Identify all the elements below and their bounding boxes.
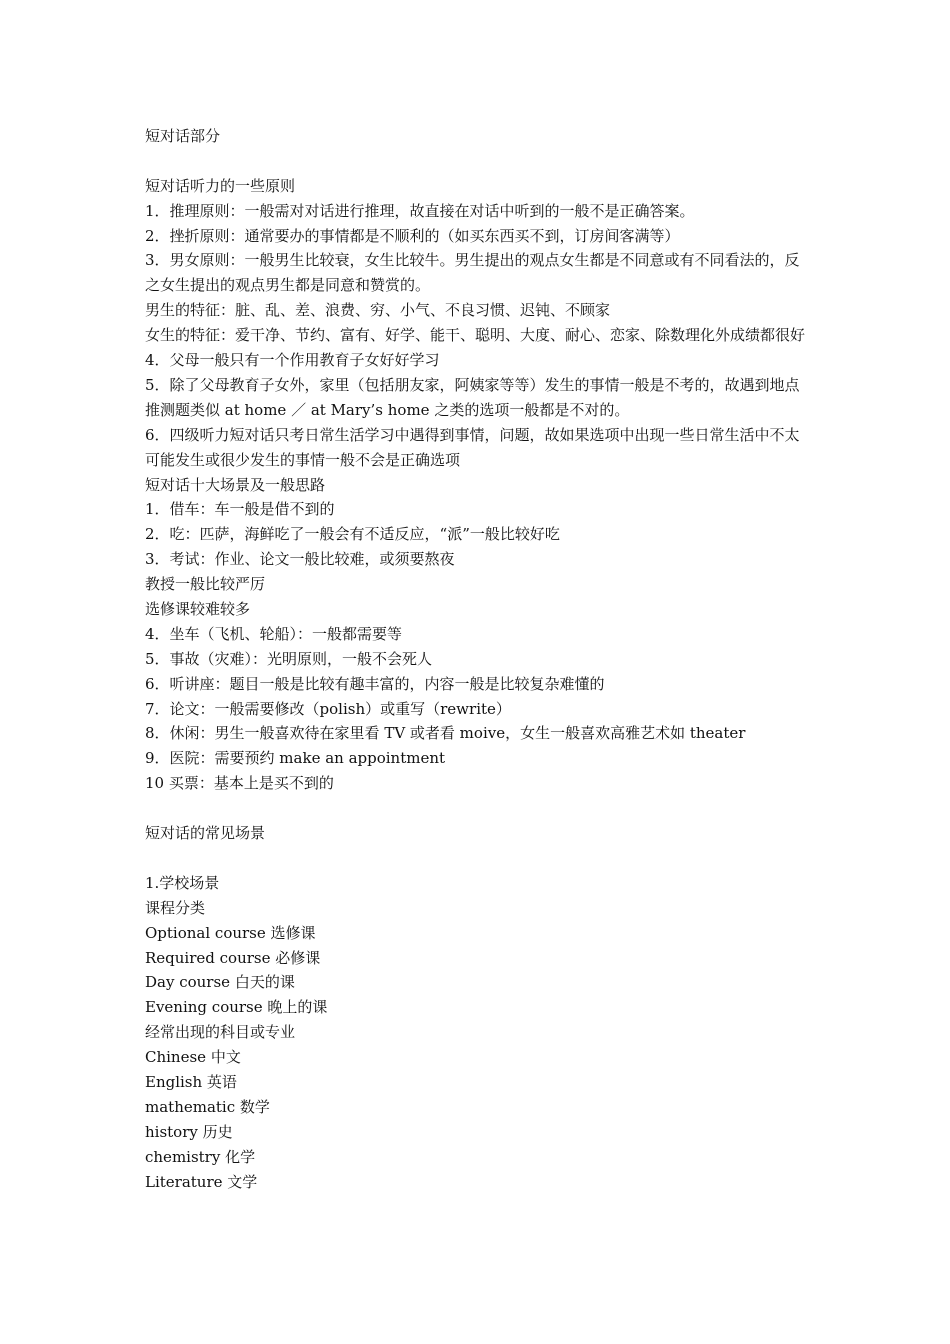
principle-item: 2．挫折原则：通常要办的事情都是不顺利的（如买东西买不到，订房间客满等） (145, 226, 680, 245)
course-item: Required course 必修课 (145, 948, 321, 967)
principle-item: 女生的特征：爱干净、节约、富有、好学、能干、聪明、大度、耐心、恋家、除数理化外成绩都很好 (145, 326, 806, 345)
scene-item: 教授一般比较严厉 (145, 575, 266, 594)
subject-item: mathematic 数学 (145, 1097, 270, 1116)
principle-item: 3．男女原则：一般男生比较衰，女生比较牛。男生提出的观点女生都是不同意或有不同看法的，反之女生提出的观点男生都是同意和赞赏的。 (145, 251, 800, 295)
subject-item: Literature 文学 (145, 1172, 258, 1191)
scene-item: 7．论文：一般需要修改（polish）或重写（rewrite） (145, 699, 511, 718)
scene-item: 10 买票：基本上是买不到的 (145, 774, 334, 793)
subject-item: chemistry 化学 (145, 1147, 256, 1166)
blank-line (145, 846, 810, 871)
scene-item: 4．坐车（飞机、轮船）：一般都需要等 (145, 624, 403, 643)
scene-item: 2．吃：匹萨，海鲜吃了一般会有不适反应，“派”一般比较好吃 (145, 525, 560, 544)
scene-item: 9．医院：需要预约 make an appointment (145, 749, 446, 768)
scene-item: 选修课较难较多 (145, 600, 251, 619)
scene-item: 6．听讲座：题目一般是比较有趣丰富的，内容一般是比较复杂难懂的 (145, 674, 605, 693)
course-category-heading: 课程分类 (145, 898, 206, 917)
scene-item: 8．休闲：男生一般喜欢待在家里看 TV 或者看 moive，女生一般喜欢高雅艺术如 theater (145, 724, 746, 743)
principles-heading: 短对话听力的一些原则 (145, 176, 296, 195)
blank-line (145, 149, 810, 174)
scene-item: 1．借车：车一般是借不到的 (145, 500, 335, 519)
document-title: 短对话部分 (145, 127, 221, 145)
school-scene-heading: 1.学校场景 (145, 873, 220, 892)
principle-item: 6．四级听力短对话只考日常生活学习中遇得到事情，问题，故如果选项中出现一些日常生活中不太可能发生或很少发生的事情一般不会是正确选项 (145, 425, 800, 469)
course-item: Day course 白天的课 (145, 973, 295, 992)
scene-item: 3．考试：作业、论文一般比较难，或须要熬夜 (145, 550, 455, 569)
subjects-heading: 经常出现的科目或专业 (145, 1023, 296, 1042)
subject-item: history 历史 (145, 1122, 233, 1141)
scene-item: 5．事故（灾难）：光明原则，一般不会死人 (145, 649, 433, 668)
course-item: Evening course 晚上的课 (145, 998, 328, 1017)
blank-line (145, 796, 810, 821)
course-item: Optional course 选修课 (145, 923, 316, 942)
scenes-heading: 短对话十大场景及一般思路 (145, 475, 326, 494)
principle-item: 5．除了父母教育子女外，家里（包括朋友家，阿姨家等等）发生的事情一般是不考的，故遇到地点推测题类似 at home ／ at Mary’s home 之类的选项一般都是不对的。 (145, 375, 800, 419)
common-scenes-heading: 短对话的常见场景 (145, 824, 266, 843)
document-page (145, 124, 810, 1194)
principle-item: 男生的特征：脏、乱、差、浪费、穷、小气、不良习惯、迟钝、不顾家 (145, 301, 611, 320)
subject-item: English 英语 (145, 1072, 237, 1091)
principle-item: 1．推理原则：一般需对对话进行推理，故直接在对话中听到的一般不是正确答案。 (145, 201, 695, 220)
principle-item: 4．父母一般只有一个作用教育子女好好学习 (145, 351, 440, 370)
subject-item: Chinese 中文 (145, 1048, 241, 1067)
